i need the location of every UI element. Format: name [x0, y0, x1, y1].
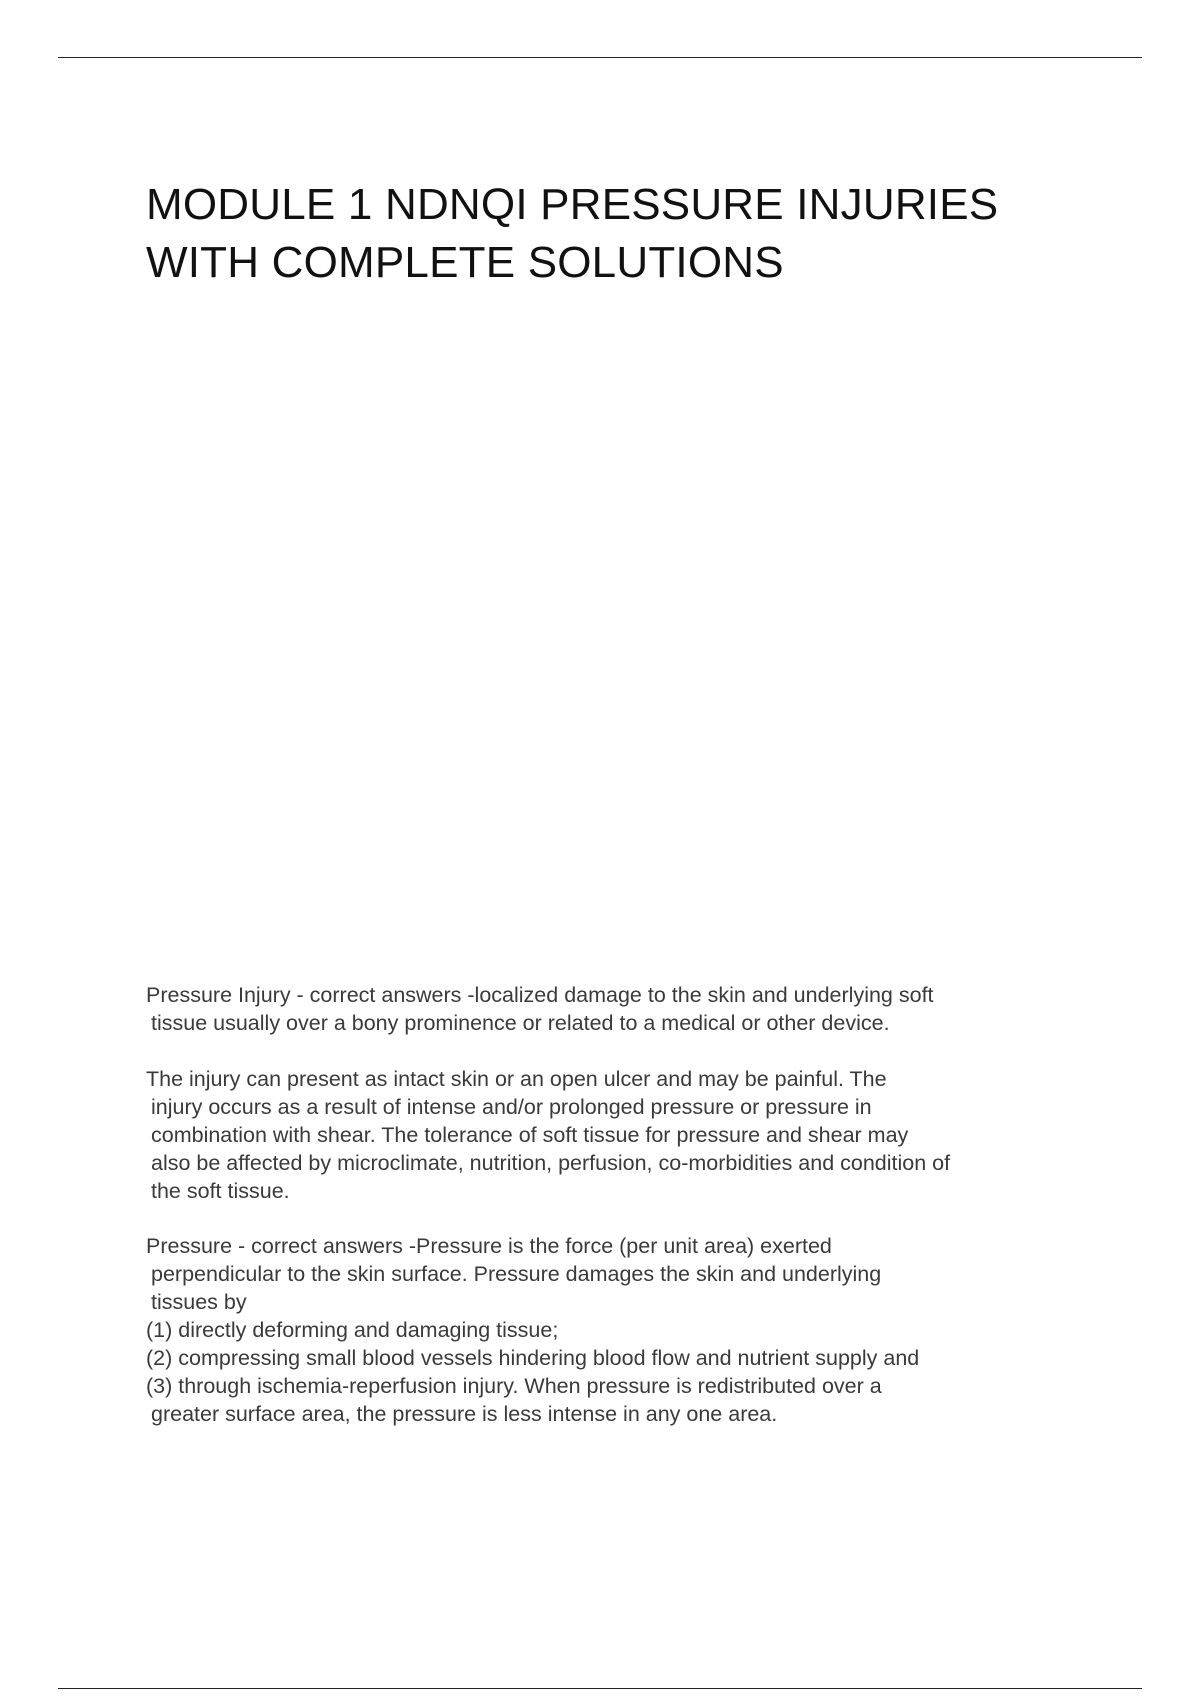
text-line: Pressure Injury - correct answers -localized damage to the skin and underlying soft	[146, 983, 934, 1007]
text-line: tissue usually over a bony prominence or related to a medical or other device.	[151, 1011, 890, 1035]
text-line: perpendicular to the skin surface. Pressure damages the skin and underlying	[151, 1262, 882, 1286]
paragraph-pressure-injury	[146, 981, 1086, 1037]
top-rule	[58, 57, 1142, 58]
list-item-line: (2) compressing small blood vessels hindering blood flow and nutrient supply and	[146, 1346, 920, 1370]
text-line: greater surface area, the pressure is less intense in any one area.	[151, 1402, 778, 1426]
text-line: also be affected by microclimate, nutrition, perfusion, co-morbidities and condition of	[151, 1151, 951, 1175]
list-item-line: (3) through ischemia-reperfusion injury. When pressure is redistributed over a	[146, 1374, 882, 1398]
text-line: combination with shear. The tolerance of soft tissue for pressure and shear may	[151, 1123, 909, 1147]
document-title	[146, 176, 1146, 292]
paragraph-pressure-definition	[146, 1232, 1086, 1428]
bottom-rule	[58, 1688, 1142, 1689]
title-line: MODULE 1 NDNQI PRESSURE INJURIES	[146, 180, 999, 229]
text-line: Pressure - correct answers -Pressure is the force (per unit area) exerted	[146, 1234, 832, 1258]
text-line: the soft tissue.	[151, 1179, 290, 1203]
text-line: injury occurs as a result of intense and/or prolonged pressure or pressure in	[151, 1095, 872, 1119]
list-item-line: (1) directly deforming and damaging tissue;	[146, 1318, 559, 1342]
title-line: WITH COMPLETE SOLUTIONS	[146, 238, 784, 287]
paragraph-injury-presentation	[146, 1065, 1086, 1205]
text-line: tissues by	[151, 1290, 247, 1314]
text-line: The injury can present as intact skin or an open ulcer and may be painful. The	[146, 1067, 887, 1091]
